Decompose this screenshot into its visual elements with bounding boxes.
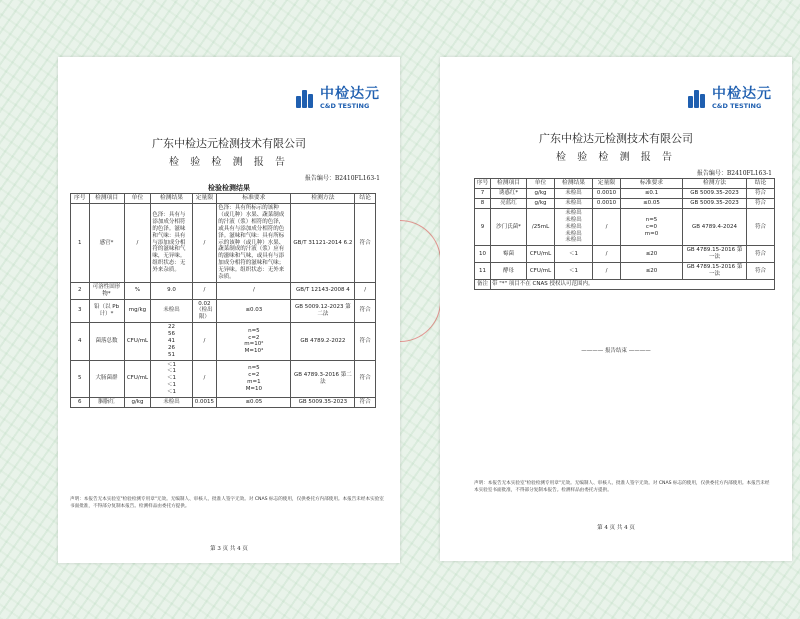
table-cell: g/kg [527,199,555,209]
table-cell: 符合 [355,360,376,397]
column-header: 标准要求 [621,179,683,189]
company-logo [296,87,380,110]
table-cell: 诱惑红* [491,189,527,199]
table-cell: n=5 c=0 m=0 [621,208,683,245]
table-cell: GB 5009.35-2023 [683,199,747,209]
logo-mark-icon [296,88,316,108]
table-cell: / [593,263,621,280]
column-header: 序号 [475,179,491,189]
table-cell: n=5 c=2 m=10² M=10⁴ [217,323,291,360]
column-header: 定量限 [192,194,217,204]
table-cell: 9 [475,208,491,245]
column-header: 检测项目 [89,194,124,204]
column-header: 检测结果 [151,194,192,204]
table-row [71,282,376,299]
table-cell: GB 5009.12-2023 第二法 [291,299,355,323]
column-header: 结论 [747,179,775,189]
table-cell: 1 [71,204,90,283]
table-cell: / [593,246,621,263]
table-row [71,299,376,323]
table-cell: / [217,282,291,299]
company-name: 广东中检达元检测技术有限公司 [539,132,693,145]
table-cell: ≤0.05 [621,199,683,209]
table-cell: CFU/mL [124,360,151,397]
table-cell: 未检出 [555,199,593,209]
logo-mark-icon [688,88,708,108]
table-cell: 符合 [355,397,376,407]
table-row [71,360,376,397]
column-header: 定量限 [593,179,621,189]
table-cell: 2 [71,282,90,299]
table-cell: 可溶性固形物* [89,282,124,299]
table-cell: 0.0015 [192,397,217,407]
company-name: 广东中检达元检测技术有限公司 [152,137,306,150]
table-cell: ＜1 ＜1 ＜1 ＜1 ＜1 [151,360,192,397]
table-cell: / [593,208,621,245]
column-header: 检测方法 [683,179,747,189]
table-cell: 符合 [747,199,775,209]
table-cell: 0.0010 [593,199,621,209]
report-page-3 [58,57,400,563]
table-header-row [71,194,376,204]
logo-cn: 中检达元 [712,86,772,102]
table-cell: GB/T 31121-2014 6.2 [291,204,355,283]
table-cell: 3 [71,299,90,323]
table-cell: GB 4789.4-2024 [683,208,747,245]
disclaimer-note: 声明：本报告无本实验室"检验检测专用章"无效。无编制人、审核人、批准人签字无效。对 CNAS 标志的使用，仅供委托方内部使用。本报告未经本实验室书面批准，不得部分复制本报告。检测样品由委托方提供。 [70,497,384,509]
report-title: 检 验 检 测 报 告 [556,152,676,163]
report-number: 报告编号：B2410FL163-1 [304,175,380,182]
table-cell: 色泽：具有所标示的该种（或几种）水果、蔬菜制成的汁液（浆）相符的色泽，或具有与添加成分相符的色泽。滋味和气味：具有所标示的该种（或几种）水果、蔬菜制成的汁液（浆）应有的滋味和气味，或具有与添加成分相符的滋味和气味；无异味。组织状态：无外来杂质。 [217,204,291,283]
table-cell: 6 [71,397,90,407]
table-cell: GB 5009.35-2023 [291,397,355,407]
table-cell: ＜1 [555,246,593,263]
table-cell: 菌落总数 [89,323,124,360]
table-title: 检验检测结果 [208,184,250,192]
table-cell: ≤0.03 [217,299,291,323]
table-row [475,246,775,263]
table-cell: 未检出 [555,189,593,199]
table-cell: ≤0.05 [217,397,291,407]
table-row [71,397,376,407]
table-row [475,208,775,245]
table-cell: / [124,204,151,283]
table-cell: 沙门氏菌* [491,208,527,245]
logo-en: C&D TESTING [712,102,762,110]
table-cell: ＜1 [555,263,593,280]
table-row [475,199,775,209]
table-cell: 0.0010 [593,189,621,199]
column-header: 检测项目 [491,179,527,189]
table-cell: 22 56 41 26 51 [151,323,192,360]
column-header: 单位 [124,194,151,204]
table-cell: ≤0.1 [621,189,683,199]
table-cell: 未检出 [151,397,192,407]
table-cell: mg/kg [124,299,151,323]
table-cell: CFU/mL [124,323,151,360]
table-cell: 11 [475,263,491,280]
table-cell: CFU/mL [527,246,555,263]
table-cell: 符合 [355,299,376,323]
page-number: 第 4 页 共 4 页 [597,525,635,531]
column-header: 结论 [355,194,376,204]
report-end: ———— 报告结束 ———— [581,348,651,354]
table-cell: 符合 [355,204,376,283]
disclaimer-note: 声明：本报告无本实验室"检验检测专用章"无效。无编制人、审核人、批准人签字无效。对 CNAS 标志的使用，仅供委托方内部使用。本报告未经本实验室书面批准，不得部分复制本报告。检测样品由委托方提供。 [474,481,770,493]
remark-row [475,279,775,289]
table-row [475,189,775,199]
column-header: 检测方法 [291,194,355,204]
company-logo [688,87,772,110]
table-cell: 胭脂红 [89,397,124,407]
table-cell: / [192,360,217,397]
logo-en: C&D TESTING [320,102,370,110]
results-table [70,193,376,408]
column-header: 序号 [71,194,90,204]
report-page-4 [440,57,792,561]
table-cell: n=5 c=2 m=1 M=10 [217,360,291,397]
table-cell: 色泽：具有与添加成分相符的色泽。滋味和气味：具有与添加成分相符的滋味和气味，无异味。组织状态：无外来杂质。 [151,204,192,283]
table-cell: 霉菌 [491,246,527,263]
remark-label: 备注 [475,279,491,289]
table-cell: GB 4789.3-2016 第二法 [291,360,355,397]
table-cell: / [355,282,376,299]
table-row [71,323,376,360]
table-cell: ≤20 [621,246,683,263]
table-cell: 符合 [747,208,775,245]
table-row [475,263,775,280]
report-title: 检 验 检 测 报 告 [169,157,289,168]
table-cell: g/kg [124,397,151,407]
table-cell: /25mL [527,208,555,245]
table-header-row [475,179,775,189]
column-header: 标准要求 [217,194,291,204]
seal-stamp [400,220,441,342]
table-cell: 铅（以 Pb 计）* [89,299,124,323]
table-cell: 符合 [747,263,775,280]
table-cell: / [192,323,217,360]
column-header: 单位 [527,179,555,189]
table-cell: 未检出 未检出 未检出 未检出 未检出 [555,208,593,245]
table-cell: g/kg [527,189,555,199]
table-cell: 符合 [355,323,376,360]
logo-cn: 中检达元 [320,86,380,102]
table-cell: 5 [71,360,90,397]
table-cell: GB 5009.35-2023 [683,189,747,199]
table-cell: 7 [475,189,491,199]
table-cell: 大肠菌群 [89,360,124,397]
table-cell: 8 [475,199,491,209]
table-cell: CFU/mL [527,263,555,280]
table-cell: 酵母 [491,263,527,280]
table-cell: 感官* [89,204,124,283]
table-cell: 未检出 [151,299,192,323]
results-table [474,178,775,290]
table-cell: / [192,204,217,283]
table-cell: 符合 [747,246,775,263]
table-cell: GB 4789.15-2016 第一法 [683,246,747,263]
table-cell: ≤20 [621,263,683,280]
table-cell: 0.02（检出限） [192,299,217,323]
page-number: 第 3 页 共 4 页 [210,546,248,552]
column-header: 检测结果 [555,179,593,189]
table-cell: 符合 [747,189,775,199]
table-cell: 9.0 [151,282,192,299]
report-number: 报告编号：B2410FL163-1 [696,170,772,177]
table-cell: % [124,282,151,299]
remark-text: 带 "*" 项目不在 CNAS 授权认可范围内。 [491,279,775,289]
table-cell: GB 4789.15-2016 第一法 [683,263,747,280]
table-cell: 4 [71,323,90,360]
table-row [71,204,376,283]
table-cell: 10 [475,246,491,263]
table-cell: GB 4789.2-2022 [291,323,355,360]
table-cell: GB/T 12143-2008 4 [291,282,355,299]
table-cell: 亮蓝红 [491,199,527,209]
table-cell: / [192,282,217,299]
